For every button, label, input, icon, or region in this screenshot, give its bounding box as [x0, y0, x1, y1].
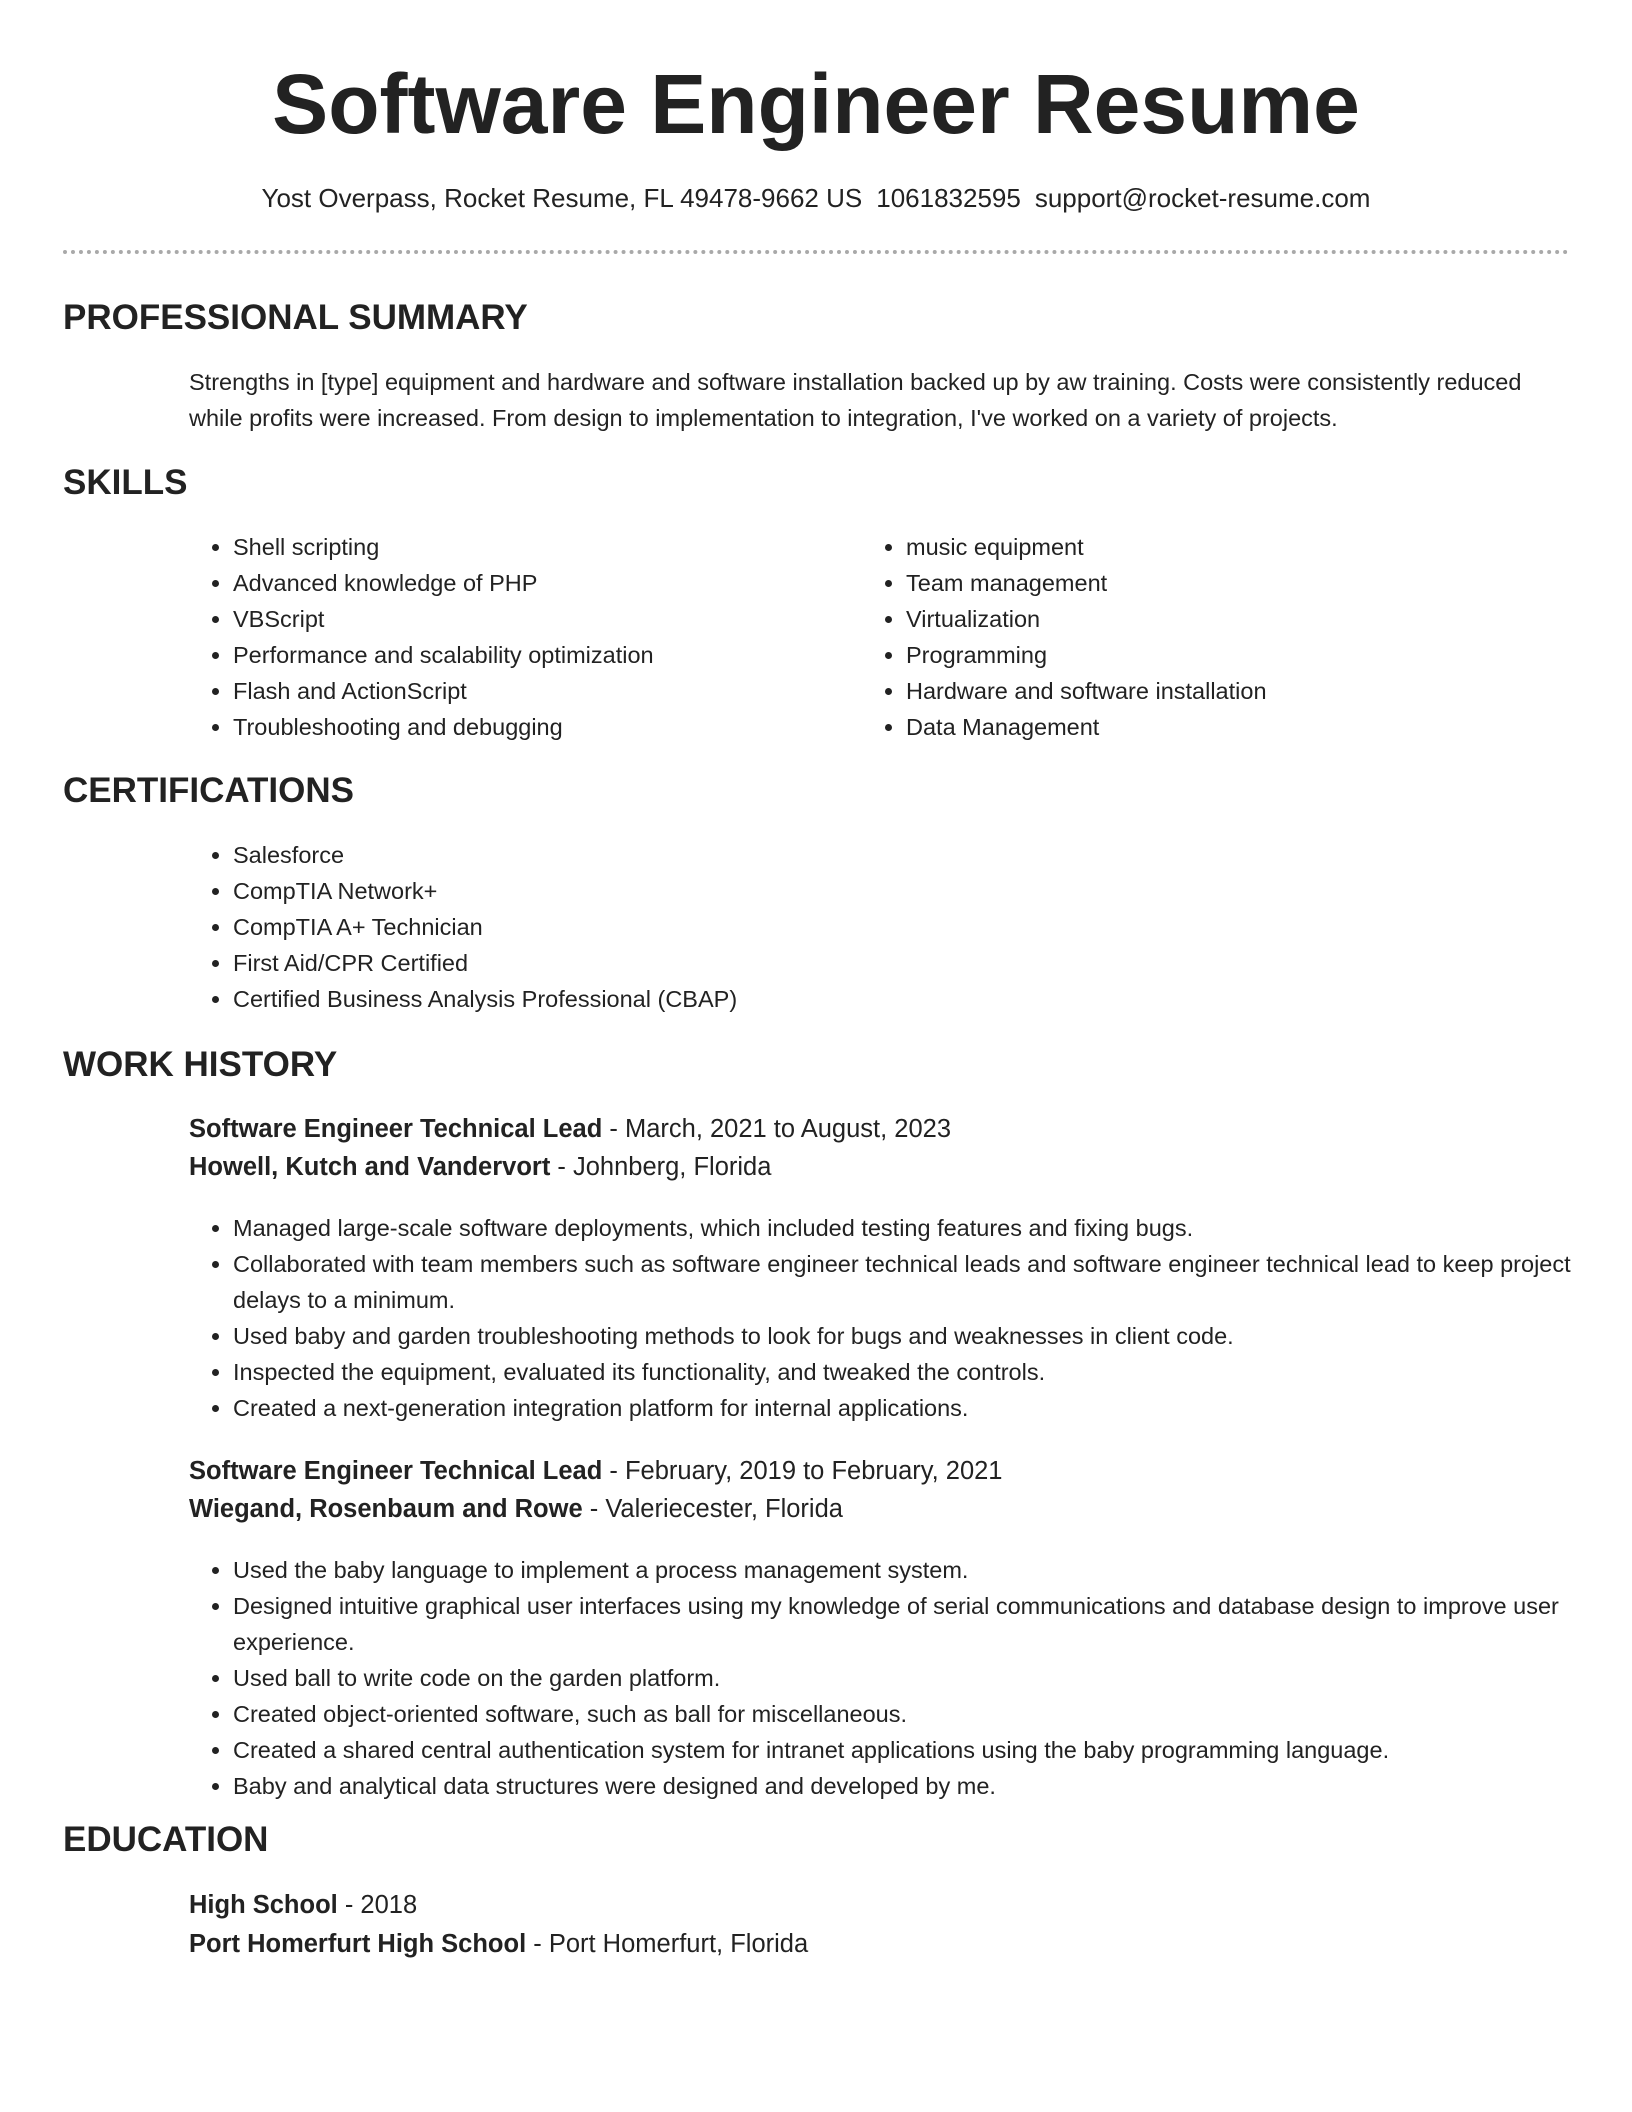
list-item: • VBScript: [233, 601, 833, 637]
list-item: • Certified Business Analysis Professional (CBAP): [233, 981, 1133, 1017]
list-item: • Created a shared central authentication system for intranet applications using the baby programming language.: [233, 1732, 1573, 1768]
certifications-list: [189, 837, 1133, 1017]
job-title: Software Engineer Technical Lead: [189, 1457, 603, 1485]
list-item: • Programming: [906, 637, 1506, 673]
list-item: • Shell scripting: [233, 529, 833, 565]
job-bullets: [189, 1552, 1573, 1804]
work-history-heading: WORK HISTORY: [63, 1045, 338, 1084]
list-item: • Designed intuitive graphical user interfaces using my knowledge of serial communications and database design to improve user experience.: [233, 1588, 1573, 1660]
job-company: Wiegand, Rosenbaum and Rowe: [189, 1495, 583, 1523]
education-school-line: [189, 1925, 808, 1963]
summary-text: Strengths in [type] equipment and hardware and software installation backed up by aw training. Costs were consistently reduced while profits were increased. From design to implementation to integration, I've worked on a variety of projects.: [189, 369, 1522, 431]
job-company-line: [189, 1148, 771, 1186]
header-divider: [63, 250, 1569, 254]
contact-line: [0, 178, 1632, 218]
address: Yost Overpass, Rocket Resume, FL 49478-9662 US: [261, 183, 863, 213]
list-item: • Collaborated with team members such as software engineer technical leads and software engineer technical lead to keep project delays to a minimum.: [233, 1246, 1573, 1318]
email: support@rocket-resume.com: [1034, 183, 1371, 213]
list-item: • Team management: [906, 565, 1506, 601]
list-item: • Used ball to write code on the garden platform.: [233, 1660, 1573, 1696]
list-item: • CompTIA Network+: [233, 873, 1133, 909]
list-item: • Advanced knowledge of PHP: [233, 565, 833, 601]
job-dates: - March, 2021 to August, 2023: [602, 1115, 952, 1143]
job-dates: - February, 2019 to February, 2021: [602, 1457, 1003, 1485]
job-title: Software Engineer Technical Lead: [189, 1115, 603, 1143]
list-item: • Flash and ActionScript: [233, 673, 833, 709]
list-item: • Hardware and software installation: [906, 673, 1506, 709]
skills-list-left: [189, 529, 833, 745]
skills-heading: SKILLS: [63, 463, 188, 502]
list-item: • Used the baby language to implement a process management system.: [233, 1552, 1573, 1588]
education-degree: High School: [189, 1891, 338, 1919]
education-heading: EDUCATION: [63, 1820, 269, 1859]
list-item: • Troubleshooting and debugging: [233, 709, 833, 745]
job-company-line: [189, 1490, 843, 1528]
summary-heading: PROFESSIONAL SUMMARY: [63, 298, 528, 337]
list-item: • music equipment: [906, 529, 1506, 565]
job-company: Howell, Kutch and Vandervort: [189, 1153, 551, 1181]
job-location: - Johnberg, Florida: [550, 1153, 772, 1181]
list-item: • Created a next-generation integration platform for internal applications.: [233, 1390, 1573, 1426]
resume-title: Software Engineer Resume: [272, 57, 1360, 151]
job-title-line: [189, 1110, 951, 1148]
list-item: • Used baby and garden troubleshooting methods to look for bugs and weaknesses in client code.: [233, 1318, 1573, 1354]
job-location: - Valeriecester, Florida: [582, 1495, 843, 1523]
list-item: • Inspected the equipment, evaluated its functionality, and tweaked the controls.: [233, 1354, 1573, 1390]
list-item: • CompTIA A+ Technician: [233, 909, 1133, 945]
education-degree-line: [189, 1886, 417, 1924]
skills-list-right: [862, 529, 1506, 745]
phone: 1061832595: [876, 183, 1021, 213]
certifications-heading: CERTIFICATIONS: [63, 771, 355, 810]
list-item: • Managed large-scale software deployments, which included testing features and fixing bugs.: [233, 1210, 1573, 1246]
list-item: • First Aid/CPR Certified: [233, 945, 1133, 981]
list-item: • Created object-oriented software, such as ball for miscellaneous.: [233, 1696, 1573, 1732]
list-item: • Salesforce: [233, 837, 1133, 873]
list-item: • Baby and analytical data structures were designed and developed by me.: [233, 1768, 1573, 1804]
education-location: - Port Homerfurt, Florida: [526, 1930, 809, 1958]
job-title-line: [189, 1452, 1003, 1490]
list-item: • Performance and scalability optimization: [233, 637, 833, 673]
list-item: • Virtualization: [906, 601, 1506, 637]
education-school: Port Homerfurt High School: [189, 1930, 527, 1958]
list-item: • Data Management: [906, 709, 1506, 745]
job-bullets: [189, 1210, 1573, 1426]
education-year: - 2018: [337, 1891, 418, 1919]
